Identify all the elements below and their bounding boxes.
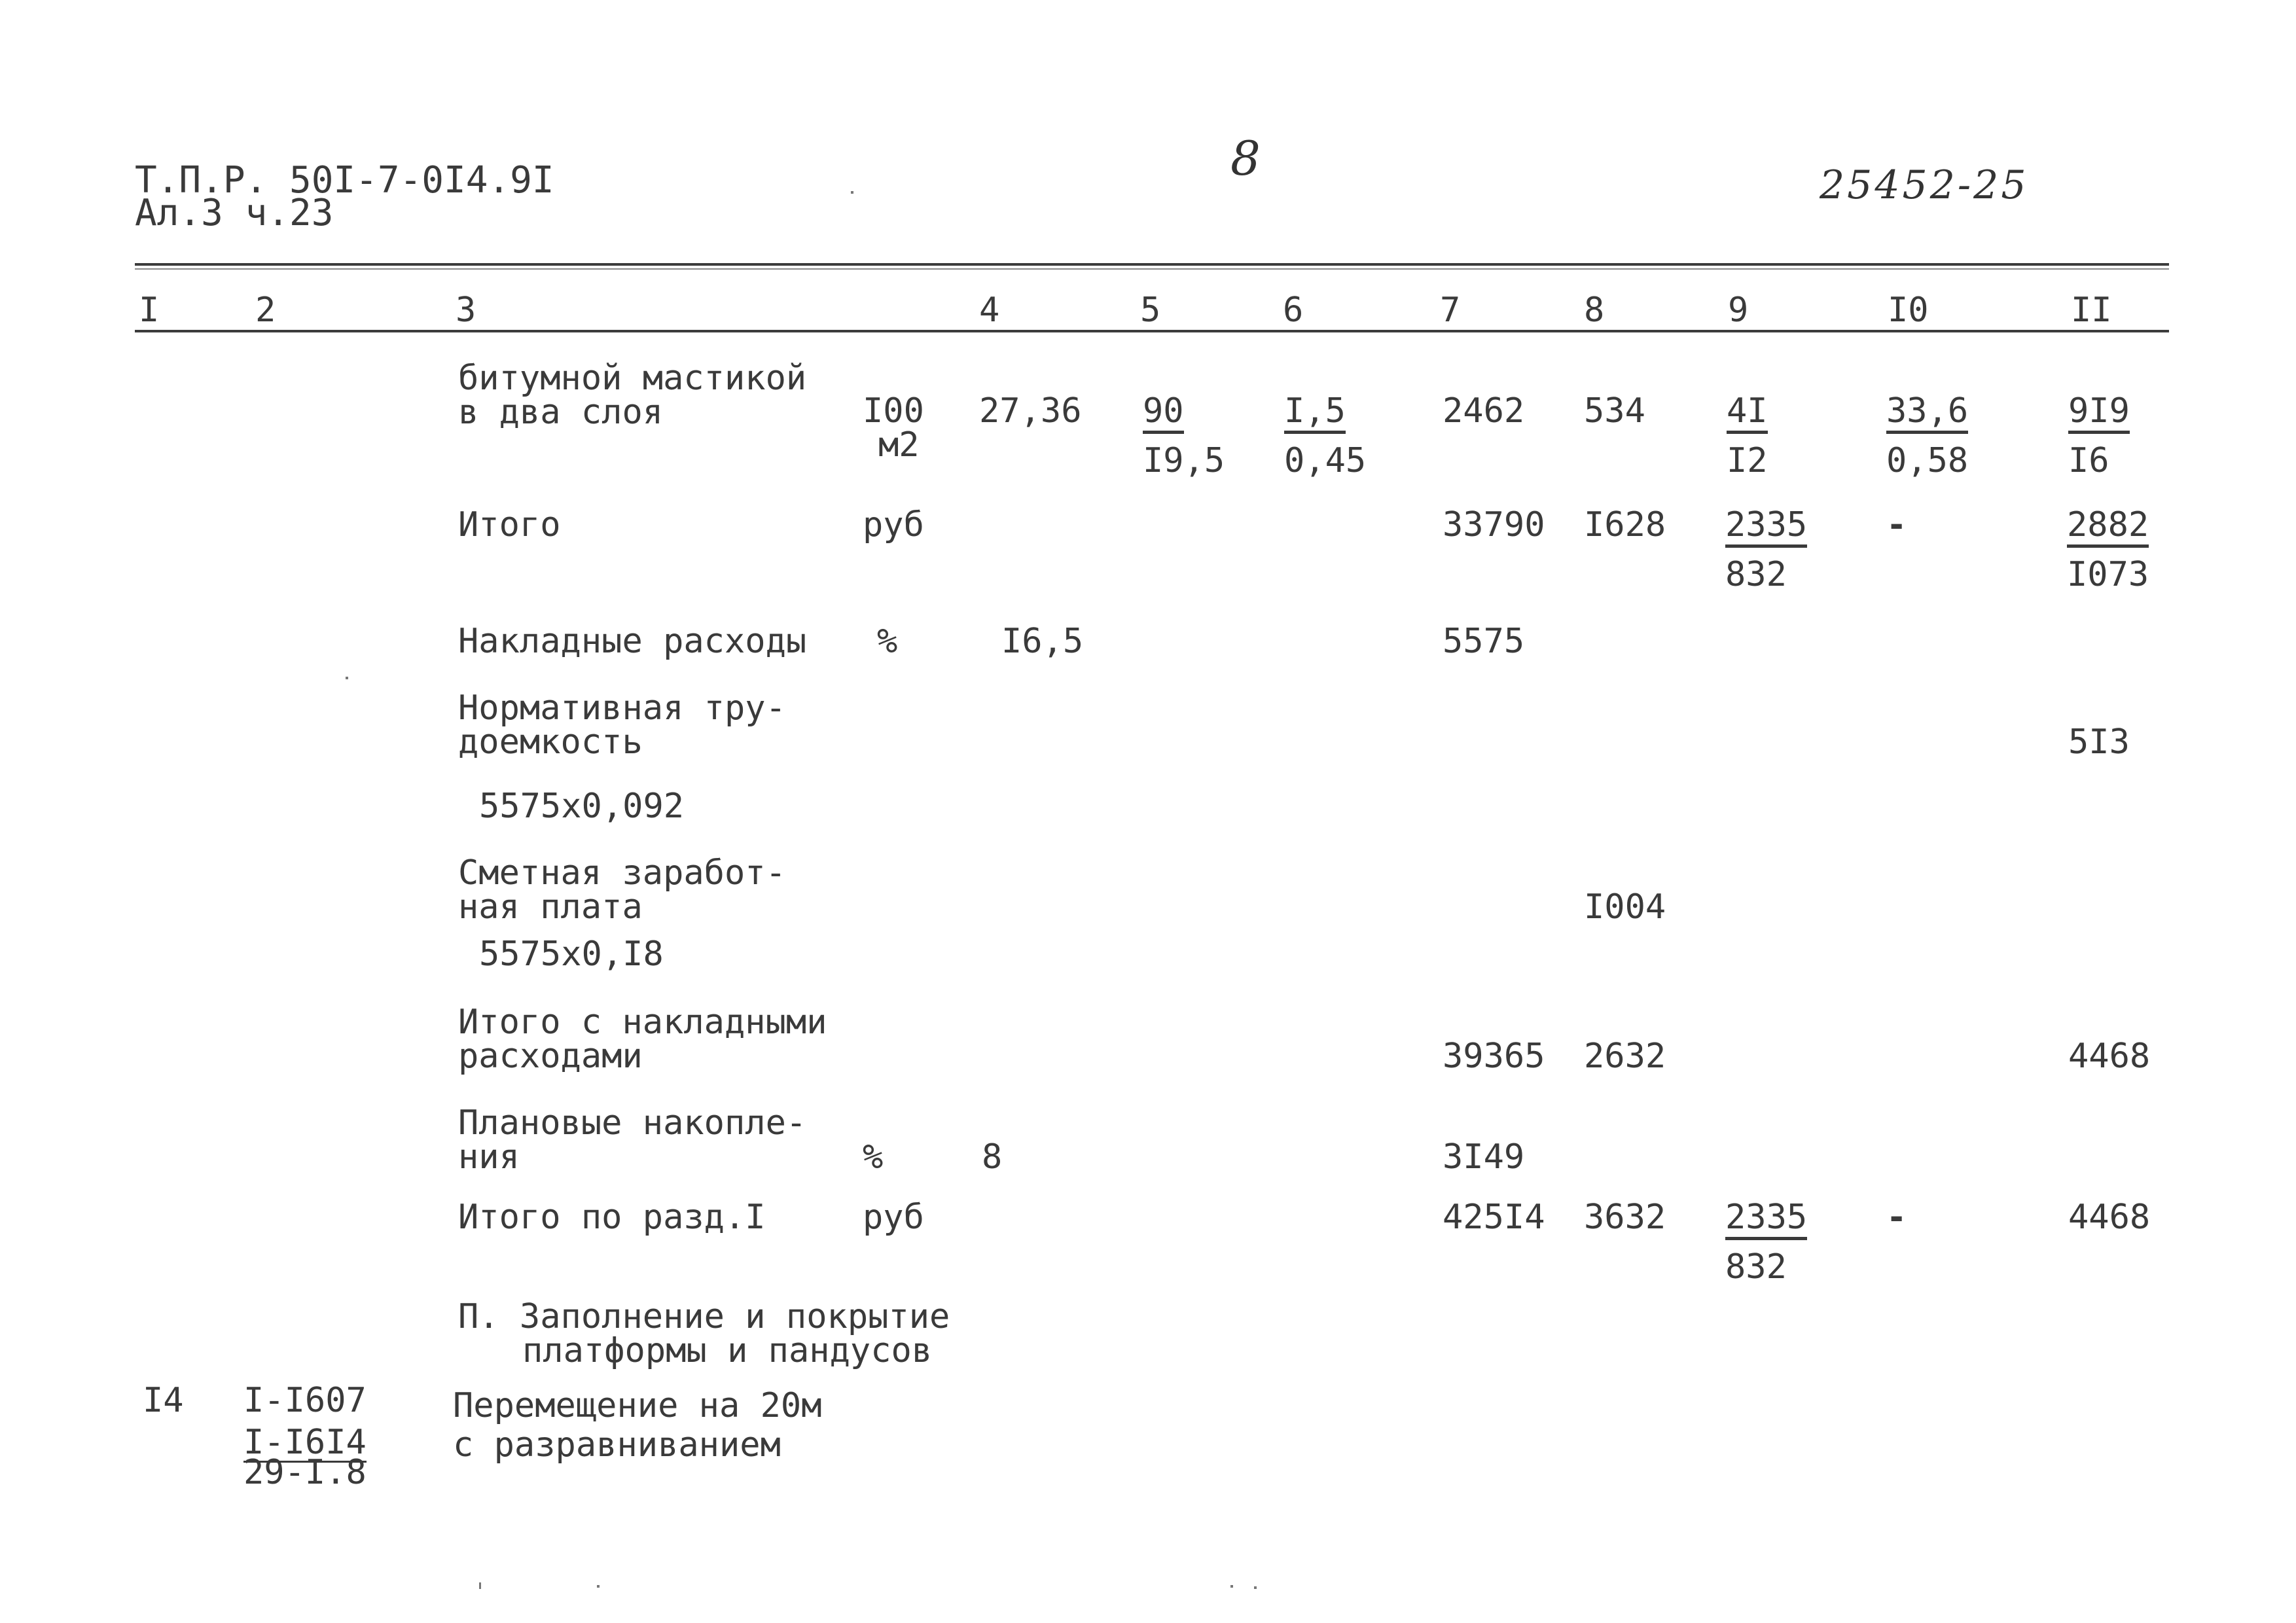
row-name: расходами: [458, 1037, 643, 1076]
row-cell: I6,5: [1001, 622, 1084, 661]
row-cell-top: I,5: [1284, 393, 1346, 434]
row-cell: I004: [1584, 887, 1666, 927]
row-cell-top: 33,6: [1886, 393, 1968, 434]
row-cell: 39365: [1443, 1037, 1545, 1076]
scan-speck: [851, 191, 853, 194]
column-header: I: [139, 291, 160, 330]
row-cell: -: [1886, 1198, 1907, 1237]
row-formula: 5575х0,I8: [479, 935, 664, 974]
row-name: Итого: [458, 505, 561, 544]
row-code: I-I607: [243, 1381, 367, 1420]
row-name: Итого по разд.I: [458, 1198, 766, 1237]
row-code: I-I6I4: [243, 1423, 367, 1462]
row-unit: %: [877, 622, 898, 661]
row-name: Накладные расходы: [458, 622, 807, 661]
row-cell-bottom: 832: [1725, 1247, 1787, 1287]
row-code: 29-I.8: [243, 1453, 367, 1492]
row-cell: 8: [982, 1137, 1003, 1177]
row-name: в два слоя: [458, 393, 664, 432]
scan-speck: [1230, 1585, 1233, 1588]
row-formula: 5575х0,092: [479, 787, 685, 826]
column-header: 2: [255, 291, 276, 330]
row-cell-bottom: 0,58: [1886, 441, 1969, 480]
row-cell-bottom: I9,5: [1143, 441, 1225, 480]
column-header: 7: [1440, 291, 1461, 330]
row-cell-top: 4I: [1727, 393, 1768, 434]
scan-speck: [479, 1582, 481, 1589]
scan-speck: [1254, 1586, 1257, 1589]
scan-speck: [597, 1585, 600, 1588]
row-cell: 27,36: [979, 391, 1082, 431]
top-rule: [135, 263, 2169, 266]
header-rule: [135, 330, 2169, 332]
row-name: Нормативная тру-: [458, 688, 786, 728]
row-cell: 425I4: [1443, 1198, 1545, 1237]
column-header: 3: [456, 291, 476, 330]
row-cell-bottom: 832: [1725, 555, 1787, 594]
row-unit: I00: [863, 391, 924, 431]
row-cell: I628: [1584, 505, 1666, 544]
row-cell-bottom: I2: [1727, 441, 1768, 480]
row-cell-top: 9I9: [2068, 393, 2130, 434]
row-name: Сметная заработ-: [458, 853, 786, 893]
row-cell: 33790: [1443, 505, 1545, 544]
row-unit: %: [863, 1137, 884, 1177]
row-name: с разравниванием: [453, 1425, 781, 1465]
row-cell: 2462: [1443, 391, 1525, 431]
column-header: 9: [1728, 291, 1749, 330]
column-header: 5: [1140, 291, 1161, 330]
column-header: II: [2071, 291, 2112, 330]
row-cell-bottom: I073: [2067, 555, 2149, 594]
row-cell: -: [1886, 505, 1907, 544]
page-number: 8: [1230, 131, 1261, 186]
scan-speck: [346, 677, 348, 679]
row-cell: 5I3: [2068, 722, 2130, 762]
row-cell: 4468: [2068, 1037, 2151, 1076]
column-header: I0: [1888, 291, 1929, 330]
row-unit: м2: [878, 425, 920, 465]
row-name: Плановые накопле-: [458, 1103, 807, 1143]
column-header: 8: [1584, 291, 1605, 330]
row-cell-bottom: 0,45: [1284, 441, 1367, 480]
top-rule-shadow: [135, 268, 2169, 270]
row-name: Перемещение на 20м: [453, 1386, 822, 1425]
row-cell-bottom: I6: [2068, 441, 2109, 480]
section-title: платформы и пандусов: [522, 1331, 933, 1370]
row-cell: 3632: [1584, 1198, 1666, 1237]
document-code: Т.П.Р. 50I-7-0I4.9I: [135, 159, 554, 202]
row-name: ния: [458, 1137, 520, 1177]
section-title: П. Заполнение и покрытие: [458, 1297, 950, 1336]
row-cell: 534: [1584, 391, 1645, 431]
row-name: доемкость: [458, 722, 643, 762]
row-cell-top: 2882: [2067, 507, 2149, 548]
inventory-number: 25452-25: [1820, 162, 2029, 208]
row-cell: 2632: [1584, 1037, 1666, 1076]
row-name: Итого с накладными: [458, 1003, 827, 1042]
row-unit: руб: [863, 505, 924, 544]
row-unit: руб: [863, 1198, 924, 1237]
row-name: битумной мастикой: [458, 359, 807, 398]
row-cell-top: 2335: [1725, 1199, 1807, 1240]
row-cell: 5575: [1443, 622, 1525, 661]
row-cell-top: 2335: [1725, 507, 1807, 548]
column-header: 6: [1283, 291, 1304, 330]
row-cell: 4468: [2068, 1198, 2151, 1237]
album-part: Ал.3 ч.23: [135, 192, 334, 234]
row-cell-top: 90: [1143, 393, 1184, 434]
row-name: ная плата: [458, 887, 643, 927]
row-number: I4: [143, 1381, 184, 1420]
row-cell: 3I49: [1443, 1137, 1525, 1177]
column-header: 4: [979, 291, 1000, 330]
